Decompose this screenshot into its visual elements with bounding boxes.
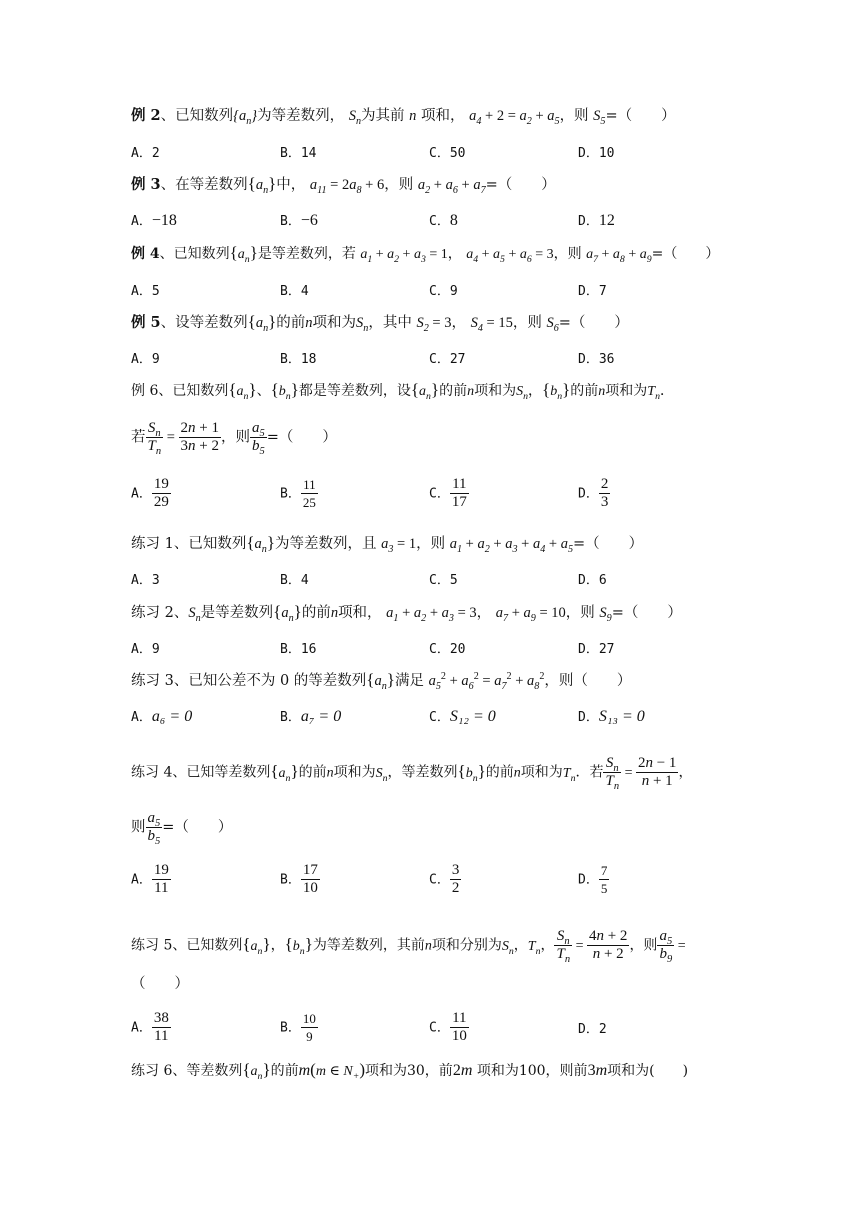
option-b[interactable]: B． bbox=[280, 1020, 301, 1036]
option-d[interactable]: D． bbox=[578, 872, 599, 888]
question-ex2: 例 2、已知数列$\{a_n\}$为等差数列， $S_n$为其前 n 项和， $a_4 + 2 = a_2 + a_5$，则 $S_5=$（ ） bbox=[131, 107, 676, 127]
option-d[interactable]: D． bbox=[578, 710, 599, 725]
question-practice4: 练习 4、已知等差数列$\{a_n\}$的前n项和为$S_n$，等差数列$\{b_n\}$的前n项和为$T_n$．若 $\frac{S_n}{T_n}$ = $\frac{2n - 1}{n + 1}$ ， bbox=[131, 755, 693, 792]
option-b[interactable]: B． bbox=[280, 214, 301, 229]
option-d[interactable]: D．6 bbox=[578, 573, 607, 588]
option-c[interactable]: C．20 bbox=[429, 642, 466, 657]
question-ex3: 例 3、在等差数列$\{a_n\}$中， $a_{11} = 2a_8 + 6$，则 $a_2 + a_6 + a_7=$（ ） bbox=[131, 174, 556, 196]
question-practice1: 练习 1、已知数列$\{a_n\}$为等差数列，且 $a_3 = 1$，则 $a_1 + a_2 + a_3 + a_4 + a_5=$（ ） bbox=[131, 533, 644, 555]
option-c[interactable]: C．9 bbox=[429, 284, 458, 299]
option-c[interactable]: C．27 bbox=[429, 352, 466, 367]
option-c[interactable]: C． bbox=[429, 486, 450, 502]
option-a[interactable]: A． bbox=[131, 710, 152, 725]
option-c[interactable]: C． bbox=[429, 872, 450, 888]
option-a[interactable]: A． bbox=[131, 872, 152, 888]
question-practice4-line2: 则 $\frac{a_5}{b_5}$ =（ ） bbox=[131, 810, 233, 847]
option-d[interactable]: D．27 bbox=[578, 642, 615, 657]
option-a[interactable]: A．9 bbox=[131, 352, 160, 367]
options-practice2 bbox=[131, 638, 751, 662]
option-b[interactable]: B．4 bbox=[280, 573, 309, 588]
question-practice2: 练习 2、$S_n$是等差数列$\{a_n\}$的前n项和， $a_1 + a_2 + a_3 = 3$， $a_7 + a_9 = 10$，则 $S_9=$（ ） bbox=[131, 602, 682, 624]
option-b[interactable]: B． bbox=[280, 872, 301, 888]
option-b[interactable]: B．14 bbox=[280, 146, 317, 161]
options-practice4: A． $\frac{19}{11}$ B． $\frac{17}{10}$ C． $\frac{3}{2}$ D． $\frac{7}{5}$ bbox=[131, 862, 608, 896]
question-practice3: 练习 3、已知公差不为 0 的等差数列$\{a_n\}$满足 $a_5^2 + a_6^2 = a_7^2 + a_8^2$，则（ ） bbox=[131, 670, 632, 692]
option-a[interactable]: A．5 bbox=[131, 284, 160, 299]
question-practice5-line2: （ ） bbox=[131, 976, 189, 992]
option-b[interactable]: B．18 bbox=[280, 352, 317, 367]
question-ex6: 例 6、已知数列$\{a_n\}$、$\{b_n\}$都是等差数列，设$\{a_n\}$的前n项和为$S_n$，$\{b_n\}$的前n项和为$T_n$． bbox=[131, 380, 674, 402]
option-a[interactable]: A．2 bbox=[131, 146, 160, 161]
options-ex2 bbox=[131, 142, 751, 166]
options-ex4 bbox=[131, 280, 751, 304]
option-a[interactable]: A．3 bbox=[131, 573, 160, 588]
option-d[interactable]: D． bbox=[578, 214, 599, 229]
option-d[interactable]: D．10 bbox=[578, 146, 615, 161]
options-ex5 bbox=[131, 348, 751, 372]
options-practice1 bbox=[131, 569, 751, 593]
options-practice5: A． $\frac{38}{11}$ B． $\frac{10}{9}$ C． $\frac{11}{10}$ D．2 bbox=[131, 1010, 607, 1044]
option-c[interactable]: C． bbox=[429, 710, 450, 725]
option-c[interactable]: C．50 bbox=[429, 146, 466, 161]
options-practice3: A．a₆ = 0 B．a₇ = 0 C．S₁₂ = 0 D．S₁₃ = 0 bbox=[131, 708, 645, 725]
option-d[interactable]: D．36 bbox=[578, 352, 615, 367]
option-d[interactable]: D．2 bbox=[578, 1022, 607, 1037]
question-practice6: 练习 6、等差数列$\{a_n\}$的前m(m ∈ $N_+$)项和为30，前2m 项和为100，则前3m项和为( ) bbox=[131, 1060, 689, 1082]
question-ex5: 例 5、设等差数列$\{a_n\}$的前n项和为$S_n$，其中 $S_2 = 3$， $S_4 = 15$，则 $S_6=$（ ） bbox=[131, 312, 629, 334]
option-b[interactable]: B．4 bbox=[280, 284, 309, 299]
option-a[interactable]: A． bbox=[131, 214, 152, 229]
question-ex6-line2: 若 $\frac{S_n}{T_n}$ = $\frac{2n + 1}{3n + 2}$ ，则 $\frac{a_5}{b_5}$ =（ ） bbox=[131, 420, 337, 457]
option-b[interactable]: B． bbox=[280, 710, 301, 725]
options-ex3: A．−18 B．−6 C．8 D．12 bbox=[131, 212, 615, 229]
question-practice5: 练习 5、已知数列$\{a_n\}$，$\{b_n\}$为等差数列，其前n项和分别为$S_n$，$T_n$， $\frac{S_n}{T_n}$ = $\frac{4n + 2}{n + 2}$ ，则 $\frac{a_5}{b_9}$ = bbox=[131, 928, 686, 965]
option-a[interactable]: A． bbox=[131, 1020, 152, 1036]
option-d[interactable]: D．7 bbox=[578, 284, 607, 299]
option-c[interactable]: C． bbox=[429, 214, 450, 229]
option-c[interactable]: C． bbox=[429, 1020, 450, 1036]
options-ex6: A． $\frac{19}{29}$ B． $\frac{11}{25}$ C． $\frac{11}{17}$ D． $\frac{2}{3}$ bbox=[131, 476, 609, 510]
question-label: 例 2 bbox=[131, 107, 161, 124]
option-a[interactable]: A． bbox=[131, 486, 152, 502]
option-b[interactable]: B．16 bbox=[280, 642, 317, 657]
option-a[interactable]: A．9 bbox=[131, 642, 160, 657]
option-c[interactable]: C．5 bbox=[429, 573, 458, 588]
option-b[interactable]: B． bbox=[280, 486, 301, 502]
option-d[interactable]: D． bbox=[578, 486, 599, 502]
question-ex4: 例 4、已知数列$\{a_n\}$是等差数列，若 $a_1 + a_2 + a_3 = 1$， $a_4 + a_5 + a_6 = 3$，则 $a_7 + a_8 + a_9=$（ ） bbox=[131, 243, 720, 265]
